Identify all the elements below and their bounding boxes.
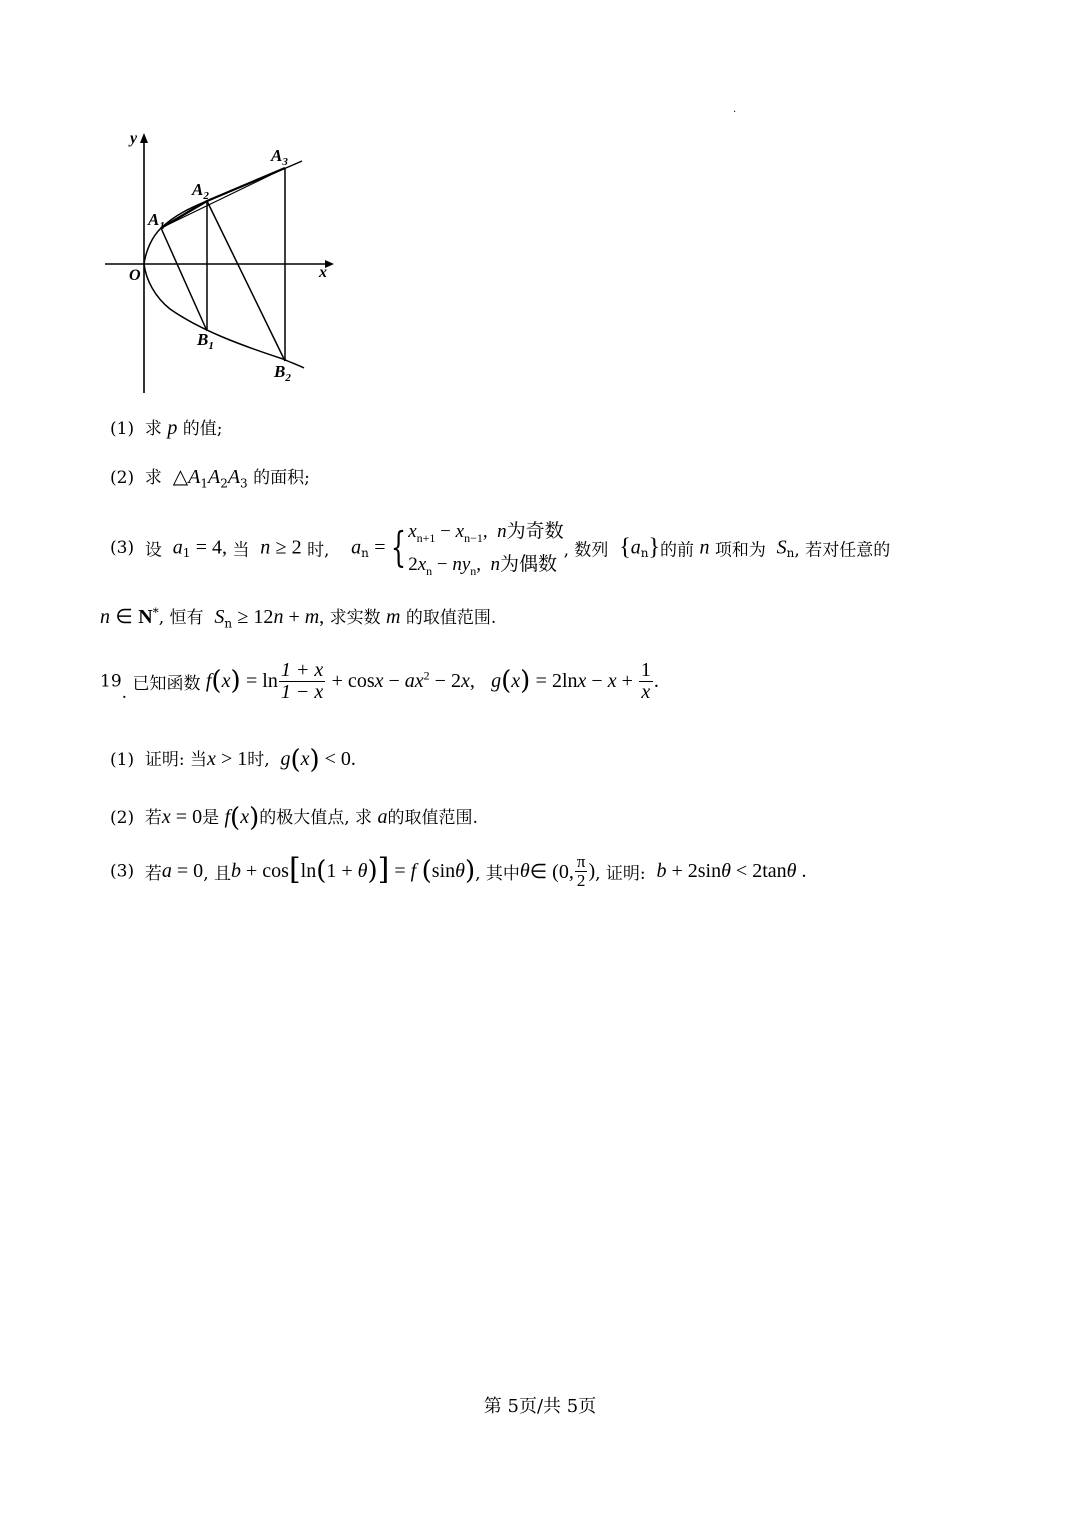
label-a3: $A_3$ [271,146,288,168]
chord-a2-a3 [207,168,285,201]
page-footer: 第 5页/共 5页 [483,1396,597,1417]
parabola-upper-branch [144,161,302,264]
label-a1: $A_1$ [148,210,165,232]
q18-part3-line1: (3) 设 $a_1 = 4$, 当 n ≥ 2 时, $a_n$ = { $x_{n+1} - x_{n-1}$, n为奇数 $2x_n - ny_n$, n为偶数 , 数列 $\{a_n\}$的前 n 项和为 $S_n$, 若对任意的 [110,515,890,581]
label-a2: $A_2$ [192,180,209,202]
q18-part3-line2: n ∈ N*, 恒有 $S_n \ge 12n + m$, 求实数 m 的取值范围. [100,605,497,631]
q18-part1: (1) 求 p 的值; [110,417,223,439]
label-b1: $B_1$ [197,330,214,352]
q19-part2: (2) 若x = 0是 f(x)的极大值点, 求 a的取值范围. [110,803,478,833]
segment-a1-b1 [161,228,207,331]
q19-stem: 19. 已知函数 f(x) = ln $\frac{1 + x}{1 - x}$ + $\cos x - ax^2 - 2x$, g(x) = 2lnx − x + $\frac{1}{x}$ . [100,659,659,703]
segment-a2-b2 [207,201,285,361]
chord-a1-a2 [161,201,207,228]
chord-a1-a3 [161,168,285,228]
label-x: x [319,264,327,281]
label-y: y [130,130,138,147]
stray-dot: . [733,104,737,115]
q19-part1: (1) 证明: 当x > 1时, g(x) < 0. [110,745,356,775]
parabola-figure [100,125,340,395]
label-origin: O [129,267,141,284]
q19-part3: (3) 若a = 0, 且b + cos[ln(1 + θ)] = f (sinθ), 其中θ∈ (0, $\frac{\pi}{2}$ ), 证明: b + 2sinθ < 2tanθ . [110,852,807,890]
q18-part2: (2) 求 $\triangle A_1A_2A_3$ 的面积; [110,466,310,491]
y-axis-arrow [140,133,148,143]
label-b2: $B_2$ [274,362,291,384]
piecewise-cases: $x_{n+1} - x_{n-1}$, n为奇数 $2x_n - ny_n$, n为偶数 [408,520,564,578]
